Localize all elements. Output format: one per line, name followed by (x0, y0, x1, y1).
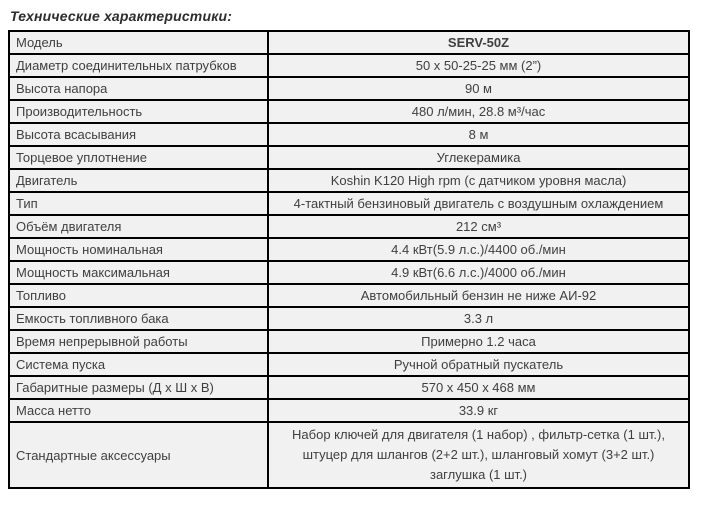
table-row (9, 100, 689, 123)
spec-value-line: Набор ключей для двигателя (1 набор) , фильтр-сетка (1 шт.), (292, 427, 665, 442)
spec-label: Тип (9, 192, 268, 215)
spec-value: 4.4 кВт(5.9 л.с.)/4400 об./мин (268, 238, 689, 261)
spec-value: Ручной обратный пускатель (268, 353, 689, 376)
spec-label: Система пуска (9, 353, 268, 376)
spec-label: Мощность номинальная (9, 238, 268, 261)
table-row (9, 284, 689, 307)
spec-label: Топливо (9, 284, 268, 307)
spec-value: Автомобильный бензин не ниже АИ-92 (268, 284, 689, 307)
table-row (9, 123, 689, 146)
specs-table-body (9, 31, 689, 488)
spec-label: Габаритные размеры (Д х Ш х В) (9, 376, 268, 399)
spec-value (268, 422, 689, 488)
spec-label: Время непрерывной работы (9, 330, 268, 353)
spec-value: 212 см³ (268, 215, 689, 238)
spec-label: Стандартные аксессуары (9, 422, 268, 488)
spec-label: Объём двигателя (9, 215, 268, 238)
spec-label: Масса нетто (9, 399, 268, 422)
spec-value-line: штуцер для шлангов (2+2 шт.), шланговый хомут (3+2 шт.) (302, 447, 655, 462)
table-row (9, 54, 689, 77)
spec-label: Производительность (9, 100, 268, 123)
spec-label: Диаметр соединительных патрубков (9, 54, 268, 77)
table-row (9, 307, 689, 330)
spec-value: 50 х 50-25-25 мм (2”) (268, 54, 689, 77)
spec-label: Мощность максимальная (9, 261, 268, 284)
spec-label: Двигатель (9, 169, 268, 192)
spec-value: 8 м (268, 123, 689, 146)
specs-table (8, 30, 690, 489)
table-row (9, 31, 689, 54)
spec-value: Углекерамика (268, 146, 689, 169)
spec-value: 33.9 кг (268, 399, 689, 422)
table-row (9, 376, 689, 399)
spec-value: Koshin K120 High rpm (с датчиком уровня масла) (268, 169, 689, 192)
spec-value: 4.9 кВт(6.6 л.с.)/4000 об./мин (268, 261, 689, 284)
spec-value-line: заглушка (1 шт.) (429, 467, 528, 482)
table-row (9, 215, 689, 238)
table-row (9, 353, 689, 376)
table-row (9, 146, 689, 169)
spec-value: Примерно 1.2 часа (268, 330, 689, 353)
spec-value: 4-тактный бензиновый двигатель с воздушным охлаждением (268, 192, 689, 215)
spec-label: Модель (9, 31, 268, 54)
spec-label: Емкость топливного бака (9, 307, 268, 330)
table-row (9, 330, 689, 353)
spec-label: Высота напора (9, 77, 268, 100)
table-row (9, 238, 689, 261)
spec-value: 3.3 л (268, 307, 689, 330)
page-title: Технические характеристики: (10, 8, 233, 24)
table-row (9, 261, 689, 284)
table-row (9, 77, 689, 100)
table-row (9, 169, 689, 192)
spec-value: 480 л/мин, 28.8 м³/час (268, 100, 689, 123)
spec-label: Высота всасывания (9, 123, 268, 146)
table-row (9, 422, 689, 488)
table-row (9, 399, 689, 422)
spec-label: Торцевое уплотнение (9, 146, 268, 169)
spec-value: 570 х 450 х 468 мм (268, 376, 689, 399)
table-row (9, 192, 689, 215)
spec-value: 90 м (268, 77, 689, 100)
spec-value: SERV-50Z (268, 31, 689, 54)
